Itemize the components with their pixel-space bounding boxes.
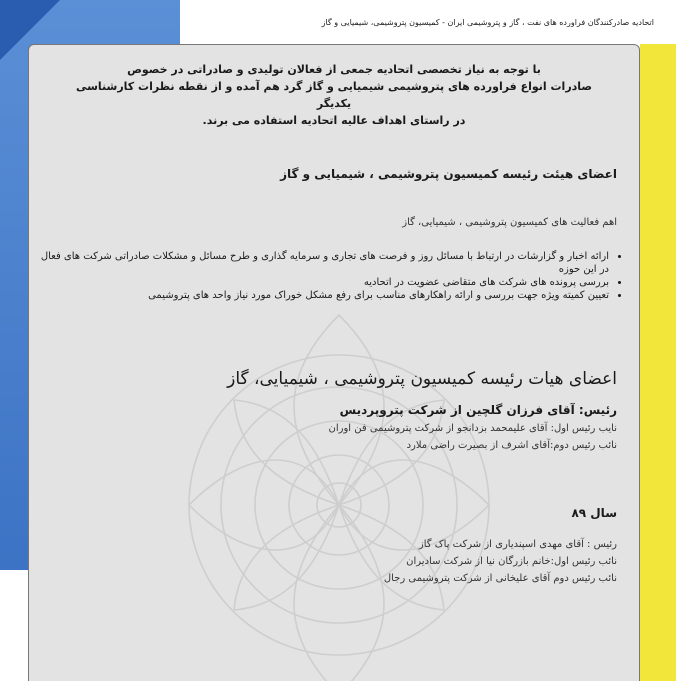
board-vice-1: نایب رئیس اول: آقای علیمحمد بزدانجو از شرکت پتروشیمی فن اوران bbox=[328, 423, 617, 434]
intro-line-2: صادرات انواع فراورده های پتروشیمی شیمیایی و گاز گرد هم آمده و از نقطه نظرات کارشناسی یکدیگر bbox=[75, 80, 593, 110]
intro-line-3: در راستای اهداف عالیه اتحادیه استفاده می برند. bbox=[202, 114, 466, 127]
section-title-board: اعضای هیئت رئیسه کمیسیون پتروشیمی ، شیمیایی و گاز bbox=[280, 167, 617, 181]
yellow-side-bar bbox=[640, 44, 676, 681]
year-vice-2: نائب رئیس دوم آقای علیخانی از شرکت پتروشیمی رجال bbox=[383, 573, 617, 584]
year-chair: رئیس : آقای مهدی اسپندیاری از شرکت پاک گاز bbox=[418, 539, 617, 550]
list-item: • بررسی پرونده های شرکت های متقاضی عضویت در اتحادیه bbox=[39, 276, 609, 289]
board-chair: رئیس: آقای فرزان گلچین از شرکت پتروپردیس bbox=[339, 403, 617, 417]
panel-content bbox=[29, 45, 639, 681]
intro-paragraph bbox=[69, 61, 599, 129]
year-heading: سال ۸۹ bbox=[571, 506, 617, 520]
intro-line-1: با توجه به نیاز تخصصی اتحادیه جمعی از فعالان تولیدی و صادراتی در خصوص bbox=[127, 63, 541, 76]
year-vice-1: نائب رئیس اول:خانم بازرگان نیا از شرکت سادیران bbox=[406, 556, 617, 567]
page-header: اتحادیه صادرکنندگان فراورده های نفت ، گاز و پتروشیمی ایران - کمیسیون پتروشیمی، شیمیایی و گاز bbox=[321, 18, 654, 27]
activities-list bbox=[39, 250, 621, 302]
board-heading: اعضای هیات رئیسه کمیسیون پتروشیمی ، شیمیایی، گاز bbox=[227, 369, 617, 389]
list-item: • ارائه اخبار و گزارشات در ارتباط با مسائل روز و فرصت های تجاری و سرمایه گذاری و طرح مسائل و مشکلات صادراتی شرکت های فعال در این حوزه bbox=[39, 250, 609, 276]
content-panel bbox=[28, 44, 640, 681]
list-item: • تعیین کمیته ویژه جهت بررسی و ارائه راهکارهای مناسب برای رفع مشکل خوراک مورد نیاز واحد های پتروشیمی bbox=[39, 289, 609, 302]
activities-title: اهم فعالیت های کمیسیون پتروشیمی ، شیمیایی، گاز bbox=[402, 217, 617, 228]
board-vice-2: نائب رئیس دوم:آقای اشرف از بصیرت راضی ملارد bbox=[406, 440, 617, 451]
